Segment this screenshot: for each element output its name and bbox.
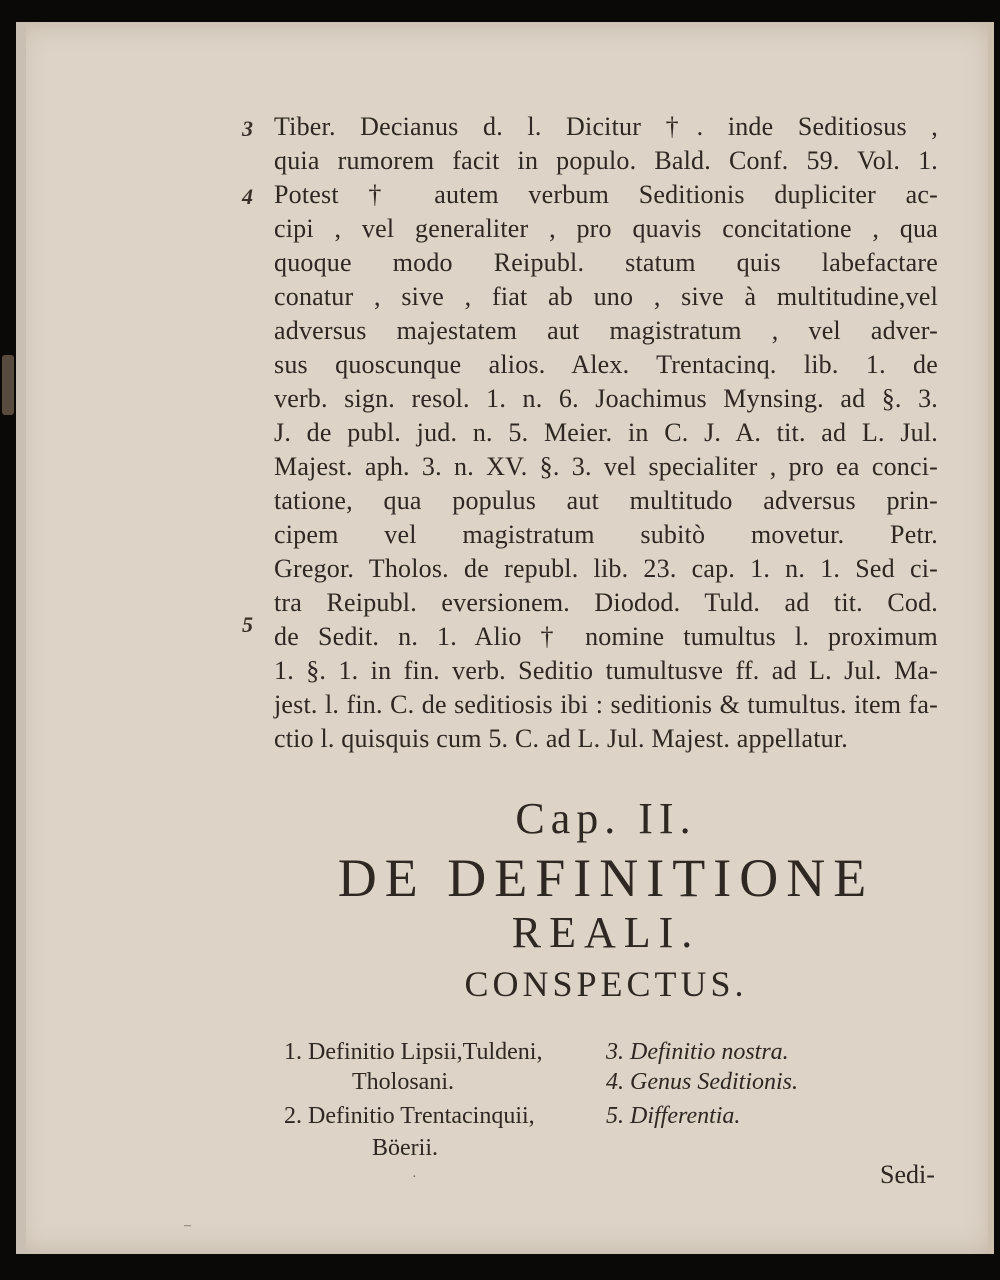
margin-number: 3 [242,116,253,141]
toc-item: 2. Definitio Trentacinquii, [284,1103,535,1129]
book-page [16,22,994,1254]
page-edge [988,22,994,1254]
text-line: Tiber. Decianus d. l. Dicitur †. inde Seditiosus , [274,112,938,141]
print-speck: – [184,1218,191,1233]
margin-number: 4 [242,184,253,209]
margin-number: 5 [242,612,253,637]
text-line: J. de publ. jud. n. 5. Meier. in C. J. A. tit. ad L. Jul. [274,418,938,447]
text-line: adversus majestatem aut magistratum , vel adver- [274,316,938,345]
text-line: cipem vel magistratum subitò movetur. Petr. [274,520,938,549]
text-line: 1. §. 1. in fin. verb. Seditio tumultusve ff. ad L. Jul. Ma- [274,656,938,685]
chapter-title: DE DEFINITIONE [337,848,875,908]
text-line: quia rumorem facit in populo. Bald. Conf. 59. Vol. 1. [274,146,938,175]
toc-item: 3. Definitio nostra. [606,1039,789,1065]
text-line: Gregor. Tholos. de republ. lib. 23. cap. 1. n. 1. Sed ci- [274,554,938,583]
text-line: Majest. aph. 3. n. XV. §. 3. vel specialiter , pro ea conci- [274,452,938,481]
text-line: de Sedit. n. 1. Alio † nomine tumultus l. proximum [274,622,938,651]
text-line: conatur , sive , fiat ab uno , sive à multitudine,vel [274,282,938,311]
chapter-subtitle: REALI. [511,908,701,957]
conspectus-heading: CONSPECTUS. [464,964,748,1004]
text-line: verb. sign. resol. 1. n. 6. Joachimus Mynsing. ad §. 3. [274,384,938,413]
text-line: tatione, qua populus aut multitudo adversus prin- [274,486,938,515]
catchword: Sedi- [880,1160,935,1189]
text-line: ctio l. quisquis cum 5. C. ad L. Jul. Majest. appellatur. [274,724,848,753]
toc-item-continuation: Böerii. [372,1135,438,1161]
toc-item: 1. Definitio Lipsii,Tuldeni, [284,1039,543,1065]
text-line: tra Reipubl. eversionem. Diodod. Tuld. ad tit. Cod. [274,588,938,617]
text-line: sus quoscunque alios. Alex. Trentacinq. lib. 1. de [274,350,938,379]
toc-item-continuation: Tholosani. [352,1069,454,1095]
toc-item: 5. Differentia. [606,1103,741,1129]
print-speck: · [412,1170,417,1185]
chapter-number: Cap. II. [515,794,697,843]
binding-tab [2,355,14,415]
page-gutter [16,22,26,1254]
text-line: quoque modo Reipubl. statum quis labefactare [274,248,938,277]
text-line: Potest † autem verbum Seditionis dupliciter ac- [274,180,938,209]
toc-item: 4. Genus Seditionis. [606,1069,798,1095]
text-line: jest. l. fin. C. de seditiosis ibi : seditionis & tumultus. item fa- [274,690,938,719]
text-line: cipi , vel generaliter , pro quavis concitatione , qua [274,214,938,243]
